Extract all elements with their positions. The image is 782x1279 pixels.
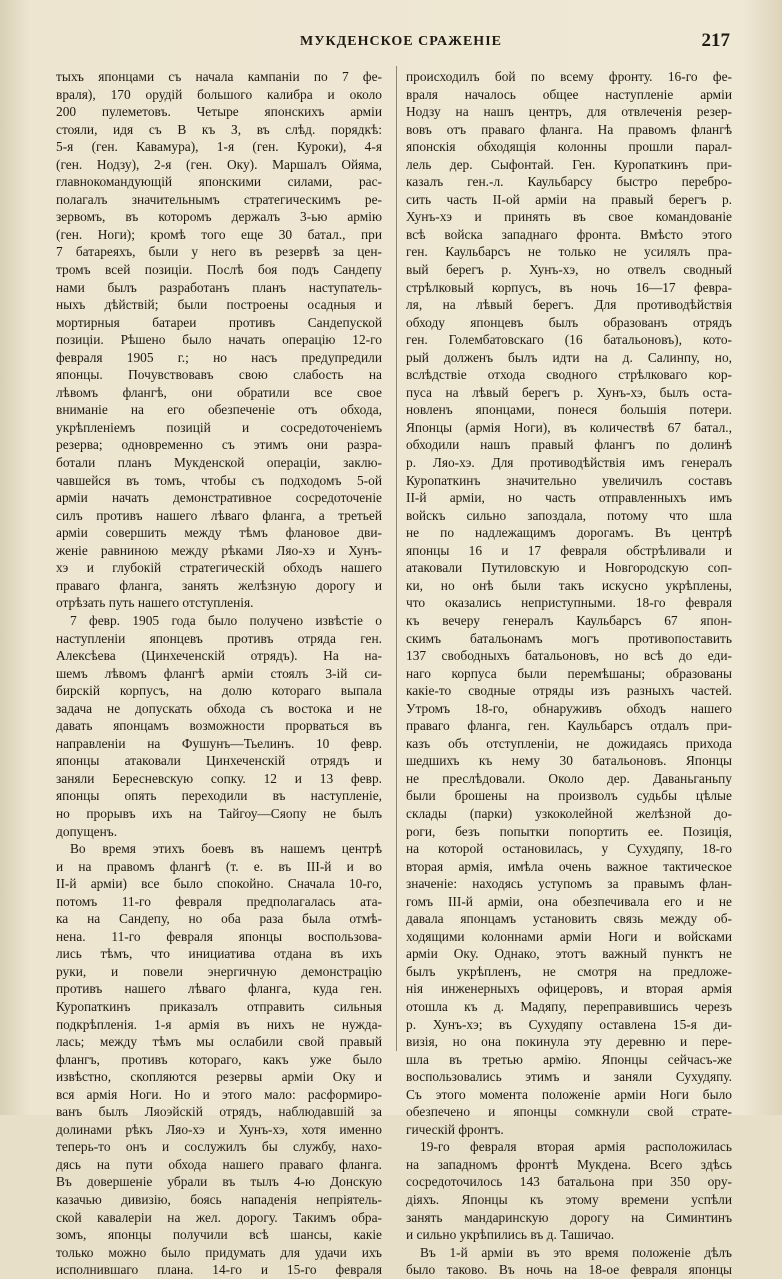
text-line: визiя, но она покинула эту деревню и пере-: [406, 1034, 732, 1050]
text-line: Утромъ 18-го, обнаруживъ обходъ нашего: [406, 700, 732, 716]
text-line: не по надлежащимъ дорогамъ. Въ центрѣ: [406, 525, 732, 541]
text-line: задача не допускать обхода съ востока и не: [56, 700, 382, 716]
text-line: обезпечено и японцы сомкнули свой страте-: [406, 1104, 732, 1120]
text-line: не преслѣдовали. Около дер. Даваньганьпу: [406, 770, 732, 786]
text-line: склады (парки) узкоколейной желѣзной до-: [406, 805, 732, 821]
text-line: войскъ сильно запоздала, потому что шла: [406, 507, 732, 523]
text-line: 200 пулеметовъ. Четыре японскихъ армiи: [56, 104, 382, 120]
text-line: на западномъ фронтѣ Мукдена. Всего здѣсь: [406, 1156, 732, 1172]
text-line: какiе-то сводные отряды изъ разныхъ частей.: [406, 683, 732, 699]
text-line: наступленiи японцевъ противъ отряда ген.: [56, 630, 382, 646]
text-line: 19-го февраля вторая армiя расположилась: [420, 1139, 732, 1155]
text-line: лись тѣмъ, что инициатива отдана въ ихъ: [56, 946, 382, 962]
text-line: японцы 16 и 17 февраля обстрѣливали и: [406, 542, 732, 558]
text-line: подкрѣпленiя. 1-я армiя въ нихъ не нужда-: [56, 1016, 382, 1032]
text-line: р. Хунъ-хэ; въ Сухудяпу оставлена 15-я ди-: [406, 1016, 732, 1032]
text-line: дясь на пути обхода нашего праваго фланга.: [56, 1156, 382, 1172]
text-line: нена. 11-го февраля японцы воспользова-: [56, 928, 382, 944]
text-line: гомъ III-й армiи, она обезпечивала его и не: [406, 893, 732, 909]
text-line: лѣвомъ флангѣ, они обратили все свое: [56, 384, 382, 400]
text-line: извѣстно, скопляются резервы армiи Оку и: [56, 1069, 382, 1085]
text-line: флангъ, противъ котораго, какъ уже было: [56, 1051, 382, 1067]
text-line: заняли Бересневскую сопку. 12 и 13 февр.: [56, 770, 382, 786]
text-line: главнокомандующiй японскими силами, рас-: [56, 174, 382, 190]
text-line: атаковали Путиловскую и Новгородскую соп-: [406, 560, 732, 576]
text-line: обходу японцевъ былъ образованъ отрядъ: [406, 314, 732, 330]
text-line: ботали планъ Мукденской операцiи, заклю-: [56, 455, 382, 471]
text-line: воспользовались этимъ и заняли Сухудяпу.: [406, 1069, 732, 1085]
text-line: праваго фланга, занять желѣзную дорогу и: [56, 577, 382, 593]
text-line: вовъ отъ праваго фланга. На правомъ флангѣ: [406, 121, 732, 137]
text-line: на которой остановилась, у Сухудяпу, 18-го: [406, 841, 732, 857]
text-line: 7 батареяхъ, были у него въ резервѣ за цен-: [56, 244, 382, 260]
text-line: и на правомъ флангѣ (т. е. въ III-й и во: [56, 858, 382, 874]
text-line: Въ 1-й армiи въ это время положенiе дѣлъ: [420, 1244, 732, 1260]
text-line: р. Ляо-хэ. Для противодѣйствiя имъ генералъ: [406, 455, 732, 471]
text-line: новленъ японцами, понеся большiя потери.: [406, 402, 732, 418]
text-line: допущенъ.: [56, 823, 118, 839]
left-text-column: [56, 68, 382, 1279]
text-line: Японцы (армiя Ноги), въ количествѣ 67 батал.,: [406, 419, 732, 435]
text-line: мортирныя батареи противъ Сандепуской: [56, 314, 382, 330]
text-line: (ген. Нодзу), 2-я (ген. Оку). Маршалъ Ойяма,: [56, 156, 382, 172]
text-line: нами былъ разработанъ планъ наступатель-: [56, 279, 382, 295]
text-line: исполнившаго плана. 14-го и 15-го февраля: [56, 1262, 382, 1278]
text-line: потомъ 11-го февраля предполагалась ата-: [56, 893, 382, 909]
text-line: къ вечеру генералъ Каульбарсъ 67 япон-: [406, 612, 732, 628]
text-line: ген. Голембатовскаго (16 батальоновъ), кото-: [406, 332, 732, 348]
text-line: только можно было придумать для удачи ихъ: [56, 1244, 382, 1260]
text-line: тромъ всей позицiи. Послѣ боя подъ Сандепу: [56, 262, 382, 278]
text-line: вторая армiя, имѣла очень важное тактическое: [406, 858, 732, 874]
text-line: II-й армiи) все было спокойно. Сначала 10-го,: [56, 876, 382, 892]
text-line: силъ противъ нашего лѣваго фланга, а третьей: [56, 507, 382, 523]
text-line: всѣ войска западнаго фронта. Вмѣсто этого: [406, 226, 732, 242]
text-line: было таково. Въ ночь на 18-ое февраля японцы: [406, 1262, 732, 1278]
text-line: и сильно укрѣпились въ д. Ташичао.: [406, 1227, 615, 1243]
text-line: Алексѣева (Цинхеченскiй отрядъ). На на-: [56, 648, 382, 664]
text-line: тыхъ японцами съ начала кампанiи по 7 фе-: [56, 69, 382, 84]
text-line: давать японцамъ возможности прорваться въ: [56, 718, 382, 734]
text-line: ген. Каульбарсъ не только не усилялъ пра-: [406, 244, 732, 260]
text-line: Во время этихъ боевъ въ нашемъ центрѣ: [70, 841, 382, 857]
text-line: стояли, идя съ В къ З, въ слѣд. порядкѣ:: [56, 121, 382, 137]
page-number: 217: [701, 30, 730, 51]
text-line: теперь-то онъ и сослужилъ бы службу, нахо-: [56, 1139, 382, 1155]
text-line: направленiи на Фушунъ—Тьелинъ. 10 февр.: [56, 735, 382, 751]
text-line: долинами рѣкъ Ляо-хэ и Хунъ-хэ, хотя именно: [56, 1121, 382, 1137]
right-text-column: [406, 68, 732, 1279]
text-line: казалъ ген.-л. Каульбарсу быстро перебро-: [406, 174, 732, 190]
text-line: враля), 170 орудiй большого калибра и около: [56, 86, 382, 102]
text-line: шемъ лѣвомъ флангѣ армiи стоялъ 3-iй си-: [56, 665, 382, 681]
text-line: ныхъ дѣйствiй; были построены осадныя и: [56, 297, 382, 313]
text-line: враля началось общее наступленiе армiи: [406, 86, 732, 102]
text-line: наго корпуса были перемѣшаны; образованы: [406, 665, 732, 681]
text-line: февраля 1905 г.; но насъ предупредили: [56, 349, 382, 365]
text-line: Куропаткинъ значительно увеличилъ составъ: [406, 472, 732, 488]
text-line: зомъ, японцы получили всѣ шансы, какiе: [56, 1227, 382, 1243]
text-line: хэ и глубокiй стратегическiй обходъ нашего: [56, 560, 382, 576]
text-line: ка на Сандепу, но оба раза была отмѣ-: [56, 911, 382, 927]
text-line: вся армiя Ноги. Но и этого мало: расформиро-: [56, 1086, 382, 1102]
text-line: японцы. Почувствовавъ свою слабость на: [56, 367, 382, 383]
text-line: резерва; одновременно съ этимъ они разра-: [56, 437, 382, 453]
text-line: значенiе: находясь уступомъ за правымъ флан-: [406, 876, 732, 892]
text-line: вниманiе на его обезпеченiе отъ обхода,: [56, 402, 382, 418]
text-line: праваго фланга, ген. Каульбарсъ отдалъ при-: [406, 718, 732, 734]
text-line: стрѣлковый корпусъ, въ ночь 16—17 февра-: [406, 279, 732, 295]
text-line: бирскiй корпусъ, на долю котораго выпала: [56, 683, 382, 699]
text-line: скимъ батальонамъ могъ противопоставить: [406, 630, 732, 646]
text-line: ки, но онѣ были такъ искусно укрѣплены,: [406, 577, 732, 593]
text-line: сить часть II-ой армiи на правый берегъ р.: [406, 191, 732, 207]
text-line: зервомъ, въ которомъ держалъ 3-ью армiю: [56, 209, 382, 225]
text-line: что оказались неприступными. 18-го февраля: [406, 595, 732, 611]
text-line: шла въ третью армiю. Японцы сейчасъ-же: [406, 1051, 732, 1067]
page-header: [300, 30, 730, 58]
text-line: ванъ былъ Ляоэйскiй отрядъ, наблюдавшiй за: [56, 1104, 382, 1120]
running-title: МУКДЕНСКОЕ СРАЖЕНIЕ: [300, 34, 502, 49]
text-line: вый берегъ р. Хунъ-хэ, но отвелъ сводный: [406, 262, 732, 278]
text-line: происходилъ бой по всему фронту. 16-го фе-: [406, 69, 732, 84]
text-line: полагалъ значительнымъ стратегическимъ ре-: [56, 191, 382, 207]
text-line: Куропаткинъ приказалъ отправить сильныя: [56, 998, 382, 1014]
text-line: отошла къ д. Мадяпу, переправившись черезъ: [406, 998, 732, 1014]
text-line: давала японцамъ установить связь между об-: [406, 911, 732, 927]
text-line: чавшейся въ томъ, чтобы съ подходомъ 5-ой: [56, 472, 382, 488]
text-line: нiя инженерныхъ офицеровъ, и вторая армiя: [406, 981, 732, 997]
text-line: роги, безъ попытки попортить ее. Позицiя,: [406, 823, 732, 839]
text-line: Съ этого момента положенiе армiи Ноги было: [406, 1086, 732, 1102]
text-line: былъ укрѣпленъ, не смотря на предложе-: [406, 963, 732, 979]
text-line: ля, на лѣвый берегъ. Для противодѣйствiя: [406, 297, 732, 313]
text-line: (ген. Ноги); кромѣ того еще 30 батал., при: [56, 226, 382, 242]
text-line: армiи совершить между тѣмъ флановое дви-: [56, 525, 382, 541]
text-line: занять мандаринскую дорогу на Симинтинъ: [406, 1209, 732, 1225]
text-line: отрѣзать путь нашего отступленiя.: [56, 595, 254, 611]
text-line: ской кавалерiи на жел. дорогу. Такимъ обра-: [56, 1209, 382, 1225]
text-line: но прорывъ ихъ на Тайгоу—Сяопу не былъ: [56, 805, 382, 821]
text-line: японцы опять переходили въ наступленiе,: [56, 788, 382, 804]
text-line: Въ довершенiе убрали въ тылъ 4-ю Донскую: [56, 1174, 382, 1190]
text-line: позицiи. Рѣшено было начать операцiю 12-го: [56, 332, 382, 348]
text-line: сосредоточилось 143 батальона при 350 ору-: [406, 1174, 732, 1190]
text-line: ходящими колоннами армiи Ноги и войсками: [406, 928, 732, 944]
text-line: дiяхъ. Японцы къ этому времени успѣли: [406, 1192, 732, 1207]
text-line: Хунъ-хэ и принять въ свое командованiе: [406, 209, 732, 225]
text-line: Нодзу на нашъ центръ, для отвлеченiя резер-: [406, 104, 732, 120]
text-line: лель дер. Сыфонтай. Ген. Куропаткинъ при-: [406, 156, 732, 172]
text-line: женiе равниною между рѣками Ляо-хэ и Хунъ-: [56, 542, 382, 558]
text-line: армiи Оку. Однако, этотъ важный пунктъ не: [406, 946, 732, 962]
text-line: 5-я (ген. Кавамура), 1-я (ген. Куроки), 4-я: [56, 139, 382, 155]
text-line: вслѣдствiе отхода сводного стрѣлковаго кор-: [406, 367, 732, 383]
text-line: шедшихъ къ нему 30 батальоновъ. Японцы: [406, 753, 732, 769]
text-line: лась; между тѣмъ мы ослабили свой правый: [56, 1034, 382, 1050]
text-line: армiи начать демонстративное сосредоточенiе: [56, 490, 382, 506]
column-divider: [396, 66, 397, 1051]
text-line: 137 свободныхъ батальоновъ, но всѣ до еди-: [406, 648, 732, 664]
text-line: казачью дивизiю, боясь нападенiя непрiятель-: [56, 1192, 382, 1207]
text-line: обходили нашъ правый флангъ по долинѣ: [406, 437, 732, 453]
text-line: пуса на лѣвый берегъ р. Хунъ-хэ, былъ оста-: [406, 384, 732, 400]
text-line: II-й армiи, но часть отправленныхъ имъ: [406, 490, 732, 506]
text-line: японскiя обходящiя колонны прошли парал-: [406, 139, 732, 155]
text-line: были брошены на произволъ судьбы цѣлые: [406, 788, 732, 804]
text-line: 7 февр. 1905 года было получено извѣстiе о: [70, 612, 382, 628]
text-line: укрѣпленiемъ позицiй и сосредоточенiемъ: [56, 419, 382, 435]
text-line: противъ нашего лѣваго фланга, куда ген.: [56, 981, 382, 997]
text-line: казъ объ отступленiи, не дожидаясь прихода: [406, 735, 732, 751]
text-line: гическiй фронтъ.: [406, 1121, 504, 1137]
text-line: руки, и повели энергичную демонстрацiю: [56, 963, 382, 979]
text-line: японцы атаковали Цинхеченскiй отрядъ и: [56, 753, 382, 769]
text-line: рый долженъ былъ идти на д. Салинпу, но,: [406, 349, 732, 365]
